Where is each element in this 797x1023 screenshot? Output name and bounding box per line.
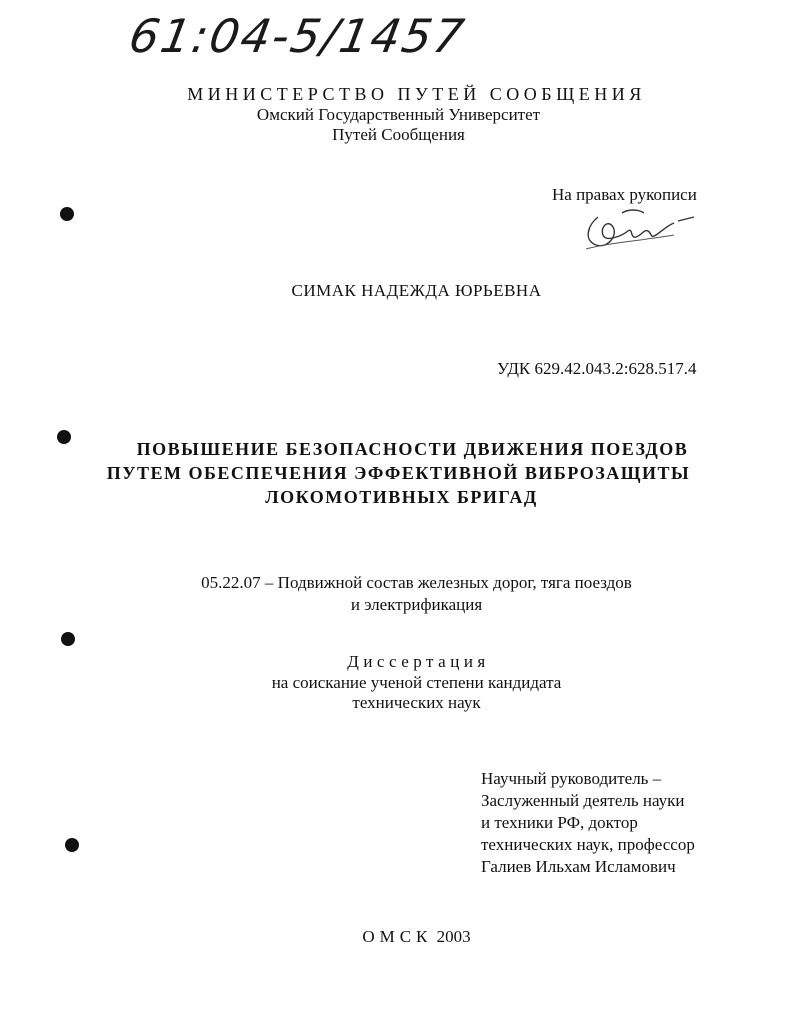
specialty-line-2: и электрификация (350, 595, 483, 614)
manuscript-rights-note: На правах рукописи (552, 185, 697, 204)
supervisor-line-4: технических наук, профессор (481, 835, 695, 854)
supervisor-line-3: и техники РФ, доктор (481, 813, 638, 832)
specialty-line-1: 05.22.07 – Подвижной состав железных дорог, тяга поездов (201, 573, 632, 592)
author-name: СИМАК НАДЕЖДА ЮРЬЕВНА (291, 281, 542, 300)
signature-image (578, 205, 708, 255)
handwritten-archive-code: 61:04-5/1457 (125, 9, 470, 63)
supervisor-block (481, 768, 695, 878)
university-name: Омский Государственный Университет (256, 105, 541, 124)
title-line-1: ПОВЫШЕНИЕ БЕЗОПАСНОСТИ ДВИЖЕНИЯ ПОЕЗДОВ (136, 439, 689, 459)
ministry-name: МИНИСТЕРСТВО ПУТЕЙ СООБЩЕНИЯ (187, 84, 646, 104)
degree-line-1: на соискание ученой степени кандидата (271, 673, 562, 692)
punch-hole (57, 430, 71, 444)
udk-code: УДК 629.42.043.2:628.517.4 (497, 359, 697, 378)
punch-hole (65, 838, 79, 852)
punch-hole (60, 207, 74, 221)
supervisor-line-2: Заслуженный деятель науки (481, 791, 685, 810)
city-year (18, 927, 797, 947)
dissertation-label: Диссертация (347, 652, 490, 671)
city-name: ОМСК (362, 927, 433, 946)
title-line-2: ПУТЕМ ОБЕСПЕЧЕНИЯ ЭФФЕКТИВНОЙ ВИБРОЗАЩИТЫ (106, 463, 691, 483)
punch-hole (61, 632, 75, 646)
year: 2003 (436, 927, 471, 946)
supervisor-line-5: Галиев Ильхам Исламович (481, 857, 676, 876)
dissertation-title (0, 437, 797, 509)
supervisor-line-1: Научный руководитель – (481, 769, 662, 788)
specialty (18, 573, 797, 615)
title-line-3: ЛОКОМОТИВНЫХ БРИГАД (265, 487, 538, 507)
degree-line-2: технических наук (352, 693, 481, 712)
university-name-line2: Путей Сообщения (332, 125, 465, 144)
